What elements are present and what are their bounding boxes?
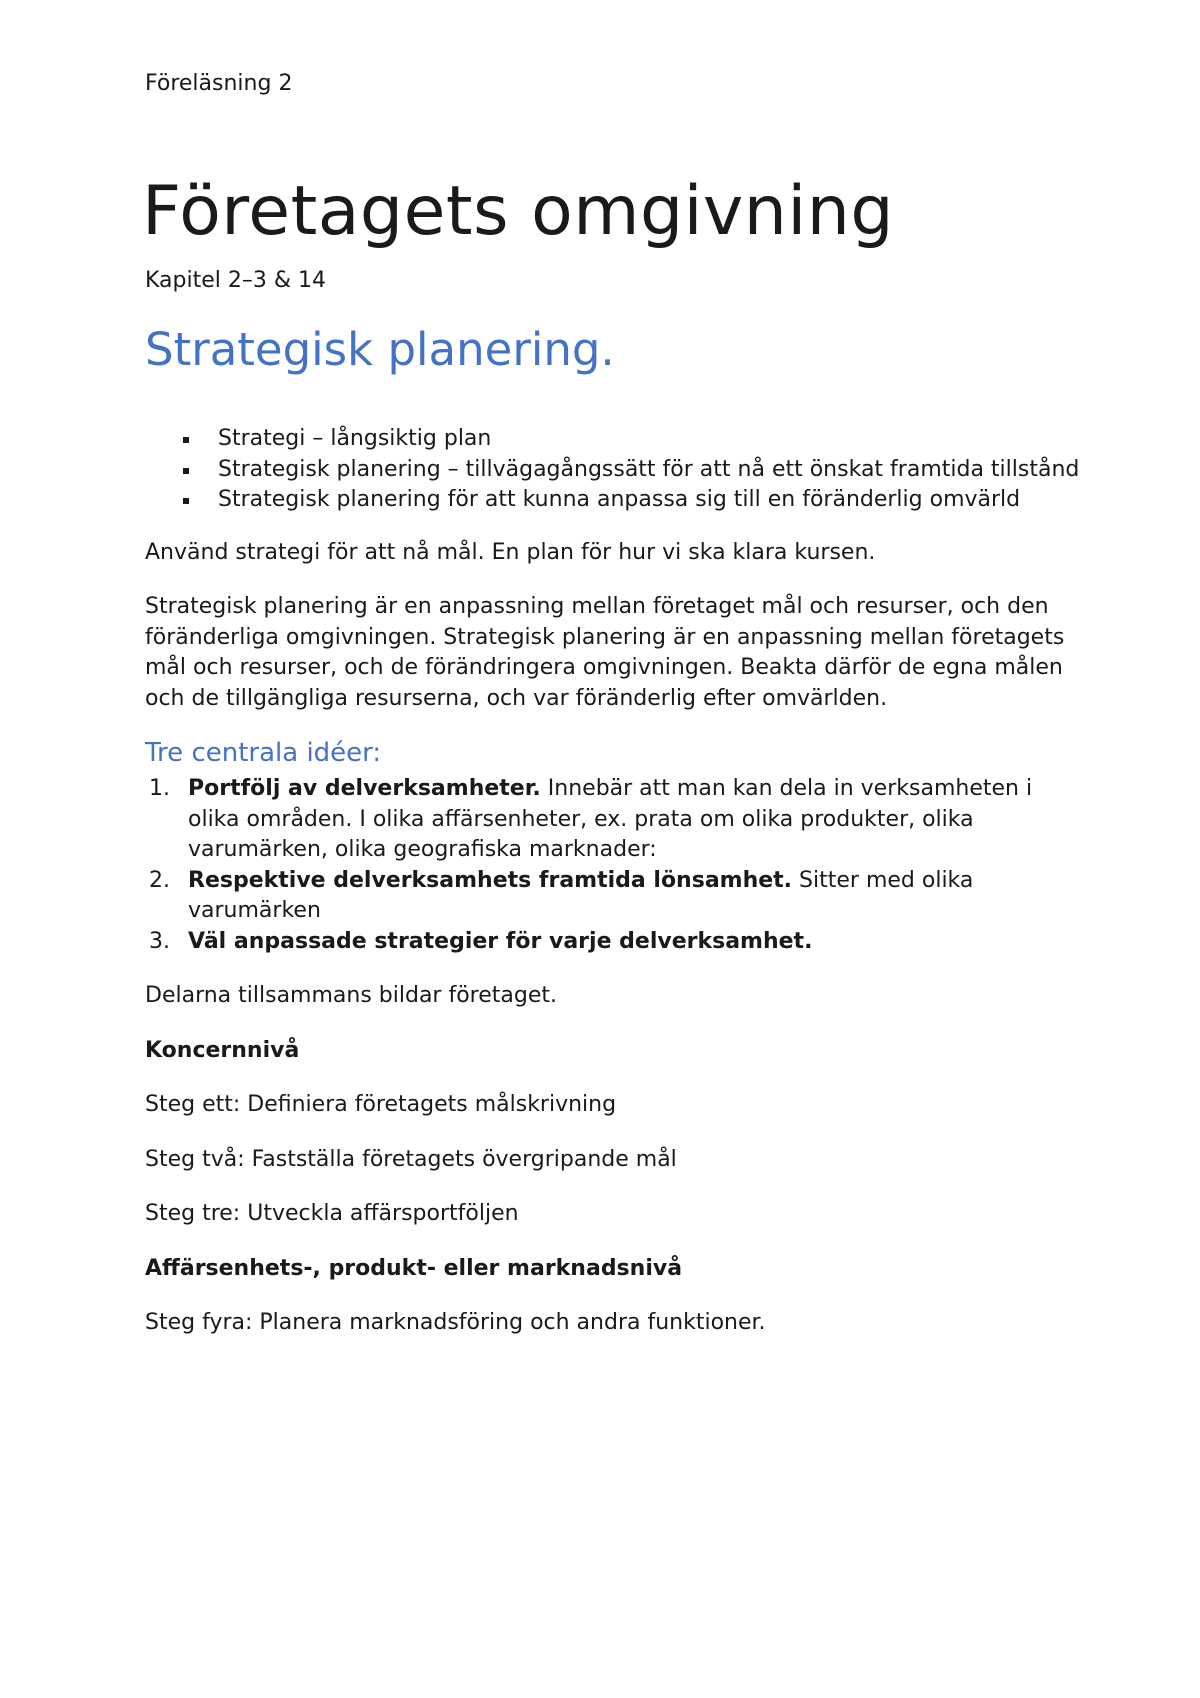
step-line: Steg tre: Utveckla affärsportföljen	[145, 1201, 519, 1226]
list-item-text: Strategisk planering – tillvägagångssätt för att nå ett önskat framtida tillstånd	[218, 456, 1080, 482]
list-item-text: Strategi – långsiktig plan	[218, 426, 492, 451]
header-label: Föreläsning 2	[145, 71, 293, 96]
paragraph-delarna: Delarna tillsammans bildar företaget.	[145, 983, 557, 1008]
paragraph-strategisk-planering: Strategisk planering är en anpassning mellan företaget mål och resurser, och den föränderliga omgivningen. Strategisk planering är en anpassning mellan företagets mål och resurser, och de förändringera omgivningen. Beakta därför de egna målen och de tillgängliga resurserna, och var föränderlig efter omvärlden.	[145, 594, 1065, 711]
square-bullet-icon	[183, 437, 189, 443]
paragraph-anvand-strategi: Använd strategi för att nå mål. En plan för hur vi ska klara kursen.	[145, 539, 876, 565]
list-item-bold: Portfölj av delverksamheter.	[188, 776, 541, 801]
section-heading-tre-centrala-ideer: Tre centrala idéer:	[145, 738, 382, 768]
list-item-bold: Väl anpassade strategier för varje delverksamhet.	[188, 928, 813, 954]
list-item-text: Innebär att man kan dela in verksamheten i olika områden. I olika affärsenheter, ex. prata om olika produkter, olika varumärken, olika geografiska marknader:	[188, 776, 1033, 862]
chapter-subtitle: Kapitel 2–3 & 14	[145, 268, 326, 293]
list-item	[145, 866, 1085, 927]
heading-affarsenhetsniva: Affärsenhets-, produkt- eller marknadsnivå	[145, 1255, 683, 1281]
list-item-text: Sitter med olika varumärken	[188, 867, 974, 923]
list-number: 2.	[149, 867, 170, 893]
list-item	[145, 424, 1085, 455]
strategy-bullet-list	[145, 424, 1085, 516]
ideas-numbered-list	[145, 774, 1085, 957]
list-item	[145, 455, 1085, 486]
step-line: Steg ett: Definiera företagets målskrivning	[145, 1092, 617, 1117]
section-heading-strategisk-planering: Strategisk planering.	[145, 323, 615, 376]
document-title: Företagets omgivning	[142, 172, 895, 251]
square-bullet-icon	[183, 498, 189, 504]
list-item	[145, 927, 1085, 958]
step-line: Steg fyra: Planera marknadsföring och andra funktioner.	[145, 1310, 766, 1335]
list-item	[145, 485, 1085, 516]
list-number: 1.	[149, 776, 170, 801]
list-item	[145, 774, 1085, 866]
list-item-bold: Respektive delverksamhets framtida lönsamhet.	[188, 867, 793, 893]
step-line: Steg två: Fastställa företagets övergripande mål	[145, 1146, 677, 1172]
list-number: 3.	[149, 928, 170, 954]
square-bullet-icon	[183, 468, 189, 474]
heading-koncernniva: Koncernnivå	[145, 1037, 300, 1063]
list-item-text: Strategisk planering för att kunna anpassa sig till en föränderlig omvärld	[218, 487, 1021, 512]
document-page	[142, 68, 1085, 1339]
